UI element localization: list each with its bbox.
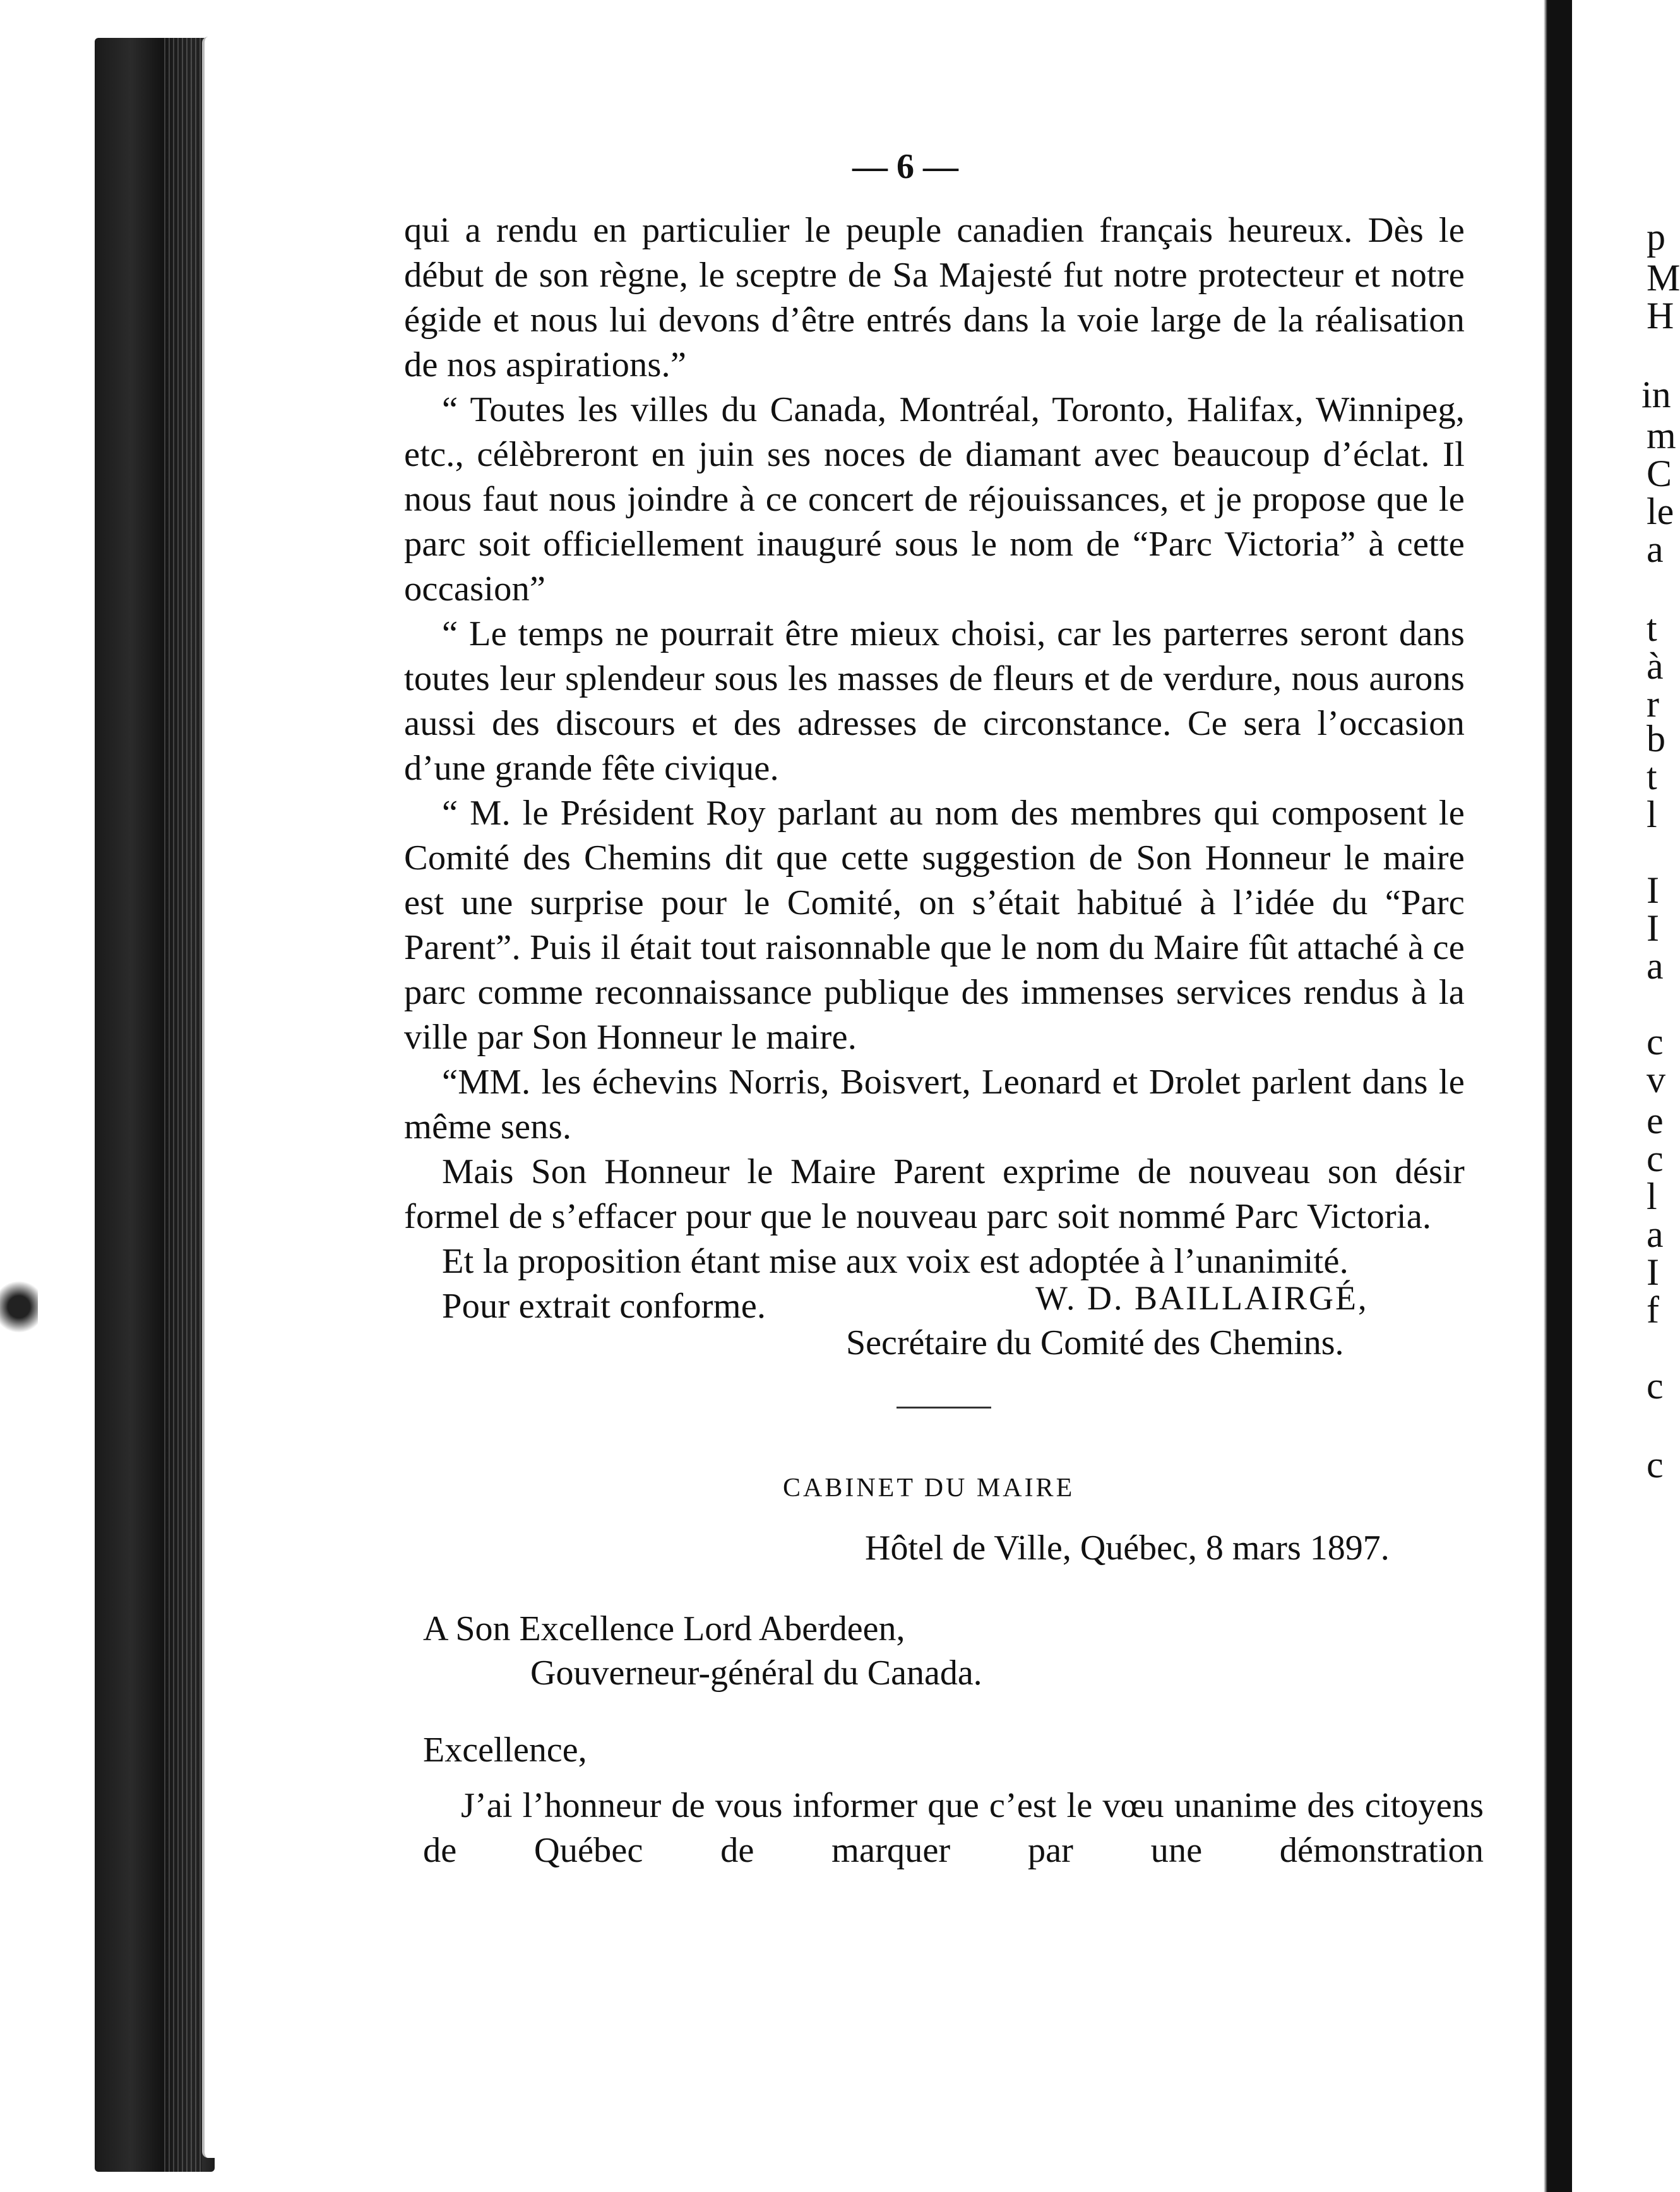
facing-page-fragment: C	[1647, 453, 1672, 494]
paragraph: qui a rendu en particulier le peuple canadien français heureux. Dès le début de son règne, le sceptre de Sa Majesté fut notre protecteur et notre égide et nous lui devons d’être entrés dans la voie large de la réalisation de nos aspirations.”	[404, 211, 1465, 384]
page-number: — 6 —	[852, 147, 958, 186]
facing-page-fragment: in	[1641, 374, 1671, 415]
paragraph: “ Toutes les villes du Canada, Montréal, Toronto, Halifax, Winnipeg, etc., célèbreront en juin ses noces de diamant avec beaucoup d’éclat. Il nous faut nous joindre à ce concert de réjouissances, et je propose que le parc soit officiellement inauguré sous le nom de “Parc Victoria” à cette occasion”	[404, 390, 1465, 609]
facing-page-fragment: f	[1647, 1289, 1659, 1331]
paragraph: “MM. les échevins Norris, Boisvert, Leonard et Drolet parlent dans le même sens.	[404, 1063, 1465, 1147]
facing-page-fragment: a	[1647, 1213, 1664, 1255]
book-page-edge-lines	[164, 38, 202, 2172]
letter-salutation: Excellence,	[423, 1730, 587, 1770]
facing-page-fragment: I	[1647, 1251, 1659, 1293]
minutes-text	[404, 208, 1465, 1329]
paragraph: Mais Son Honneur le Maire Parent exprime de nouveau son désir formel de s’effacer pour que le nouveau parc soit nommé Parc Victoria.	[404, 1152, 1465, 1236]
facing-page-fragment: v	[1647, 1059, 1665, 1100]
paragraph: “ Le temps ne pourrait être mieux choisi, car les parterres seront dans toutes leur splendeur sous les masses de fleurs et de verdure, nous aurons aussi des discours et des adresses de circonstance. Ce sera l’occasion d’une grande fête civique.	[404, 614, 1465, 788]
facing-page-fragment: c	[1647, 1138, 1664, 1179]
facing-page-fragment: l	[1647, 794, 1657, 835]
ink-blot	[0, 1275, 38, 1338]
facing-page-fragment: à	[1647, 645, 1664, 687]
paragraph: J’ai l’honneur de vous informer que c’est le vœu unanime des citoyens de Québec de marquer par une démonstration	[423, 1786, 1484, 1870]
letter-heading: CABINET DU MAIRE	[783, 1474, 1075, 1503]
signature-title: Secrétaire du Comité des Chemins.	[846, 1323, 1344, 1362]
facing-page-fragment: p	[1647, 216, 1665, 258]
facing-page-fragment: I	[1647, 907, 1659, 949]
facing-page-fragment: a	[1647, 945, 1664, 987]
facing-page-fragment: m	[1647, 415, 1676, 456]
facing-page-fragment: c	[1647, 1021, 1664, 1063]
letter-body	[423, 1784, 1484, 1873]
facing-page-fragment: l	[1647, 1176, 1657, 1217]
facing-page-fragment: e	[1647, 1100, 1664, 1141]
paragraph: Et la proposition étant mise aux voix est adoptée à l’unanimité.	[442, 1242, 1349, 1281]
facing-page-fragment: H	[1647, 295, 1674, 337]
facing-page-fragment: M	[1647, 257, 1680, 299]
facing-page-fragment: a	[1647, 528, 1664, 570]
facing-page-fragment: t	[1647, 607, 1657, 649]
addressee-line: A Son Excellence Lord Aberdeen,	[423, 1609, 905, 1648]
paragraph: “ M. le Président Roy parlant au nom des membres qui composent le Comité des Chemins dit que cette suggestion de Son Honneur le maire est une surprise pour le Comité, on s’était habitué à l’idée du “Parc Parent”. Puis il était tout raisonnable que le nom du Maire fût attaché à ce parc comme reconnaissance publique des immenses services rendus à la ville par Son Honneur le maire.	[404, 794, 1465, 1057]
facing-page-fragment: I	[1647, 869, 1659, 911]
facing-page-fragment: c	[1647, 1444, 1664, 1486]
facing-page-fragment: c	[1647, 1365, 1664, 1407]
section-divider	[897, 1407, 991, 1409]
addressee-title: Gouverneur-général du Canada.	[530, 1653, 982, 1693]
facing-page-fragment: r	[1647, 683, 1659, 725]
facing-page-fragment: le	[1647, 491, 1674, 532]
facing-page-fragment: t	[1647, 756, 1657, 797]
letter-dateline: Hôtel de Ville, Québec, 8 mars 1897.	[865, 1528, 1390, 1568]
facing-page-fragment: b	[1647, 718, 1665, 759]
gutter-shadow	[1534, 0, 1572, 2192]
signature-name: W. D. BAILLAIRGÉ,	[1035, 1279, 1369, 1317]
paragraph: Pour extrait conforme.	[442, 1287, 766, 1326]
left-margin	[0, 0, 95, 2192]
